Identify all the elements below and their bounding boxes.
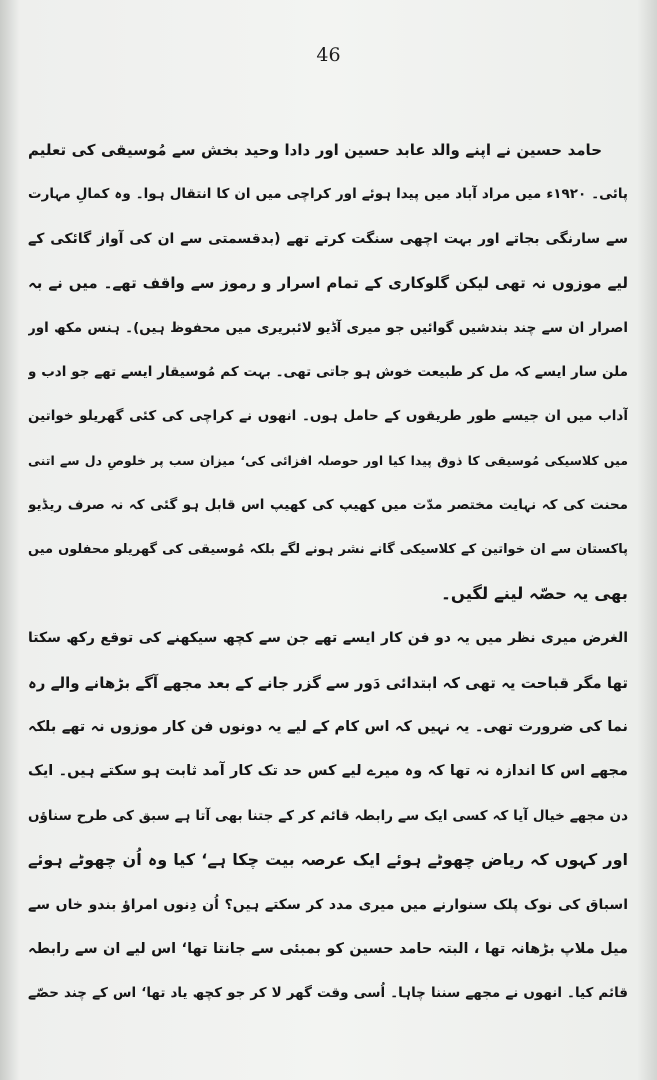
text-line: اور کہوں کہ ریاض چھوٹے ہوئے ایک عرصہ بیت چکا ہے‘ کیا وہ اُن چھوٹے ہوئے: [28, 850, 628, 870]
text-line: لیے موزوں نہ تھی لیکن گلوکاری کے تمام اسرار و رموز سے واقف تھے۔ میں نے بہ: [28, 274, 628, 293]
text-line: آداب میں ان جیسے طور طریقوں کے حامل ہوں۔ انھوں نے کراچی کی کئی گھریلو خواتین: [28, 408, 628, 425]
text-line: میں کلاسیکی مُوسیقی کا ذوق پیدا کیا اور حوصلہ افزائی کی‘ میزان سب پر خلوصِ دل سے اتنی: [28, 452, 628, 468]
text-line: میل ملاپ بڑھانہ تھا ، البتہ حامد حسین کو بمبئی سے جانتا تھا‘ اس لیے ان سے رابطہ: [28, 941, 628, 958]
page-number: 46: [316, 44, 341, 66]
body-text: [28, 128, 628, 1016]
text-line: اصرار ان سے چند بندشیں گوائیں جو میری آڈیو لائبریری میں محفوظ ہیں)۔ ہنس مکھ اور: [28, 319, 628, 336]
text-line: حامد حسین نے اپنے والد عابد حسین اور دادا وحید بخش سے مُوسیقی کی تعلیم: [28, 141, 602, 159]
text-line: قائم کیا۔ انھوں نے مجھے سننا چاہا۔ اُسی وقت گھر لا کر جو کچھ یاد تھا‘ اس کے چند حصّے: [28, 985, 628, 1002]
text-line: الغرض میری نظر میں یہ دو فن کار ایسے تھے جن سے کچھ سیکھنے کی توقع رکھ سکتا: [28, 630, 628, 647]
text-line: نما کی ضرورت تھی۔ یہ نہیں کہ اس کام کے لیے یہ دونوں فن کار موزوں نہ تھے بلکہ: [28, 719, 628, 736]
text-line: سے سارنگی بجاتے اور بہت اچھی سنگت کرتے تھے (بدقسمتی سے ان کی آواز گائکی کے: [28, 230, 628, 247]
text-line: ملن سار ایسے کہ مل کر طبیعت خوش ہو جاتی تھی۔ بہت کم مُوسیقار ایسے تھے جو ادب و: [28, 363, 628, 380]
text-line: پاکستان سے ان خواتین کے کلاسیکی گانے نشر ہونے لگے بلکہ مُوسیقی کی گھریلو محفلوں میں: [28, 541, 628, 557]
text-line: مجھے اس کا اندازہ نہ تھا کہ وہ میرے لیے کس حد تک کار آمد ثابت ہو سکتے ہیں۔ ایک: [28, 763, 628, 780]
text-line: اسباق کی نوک پلک سنوارنے میں میری مدد کر سکتے ہیں؟ اُن دِنوں امراؤ بندو خاں سے: [28, 896, 628, 913]
text-line: بھی یہ حصّہ لینے لگیں۔: [441, 583, 628, 603]
text-line: محنت کی کہ نہایت مختصر مدّت میں کھیپ کی کھیپ اس قابل ہو گئی کہ نہ صرف ریڈیو: [28, 497, 628, 514]
text-line: پائی۔ ۱۹۲۰ء میں مراد آباد میں پیدا ہوئے اور کراچی میں ان کا انتقال ہوا۔ وہ کمالِ مہارت: [28, 186, 628, 203]
text-line: دن مجھے خیال آیا کہ کسی ایک سے رابطہ قائم کر کے جتنا بھی آتا ہے سبق کی طرح سناؤں: [28, 807, 628, 824]
text-line: تھا مگر قباحت یہ تھی کہ ابتدائی دَور سے گزر جانے کے بعد مجھے آگے بڑھانے والے رہ: [28, 673, 628, 692]
